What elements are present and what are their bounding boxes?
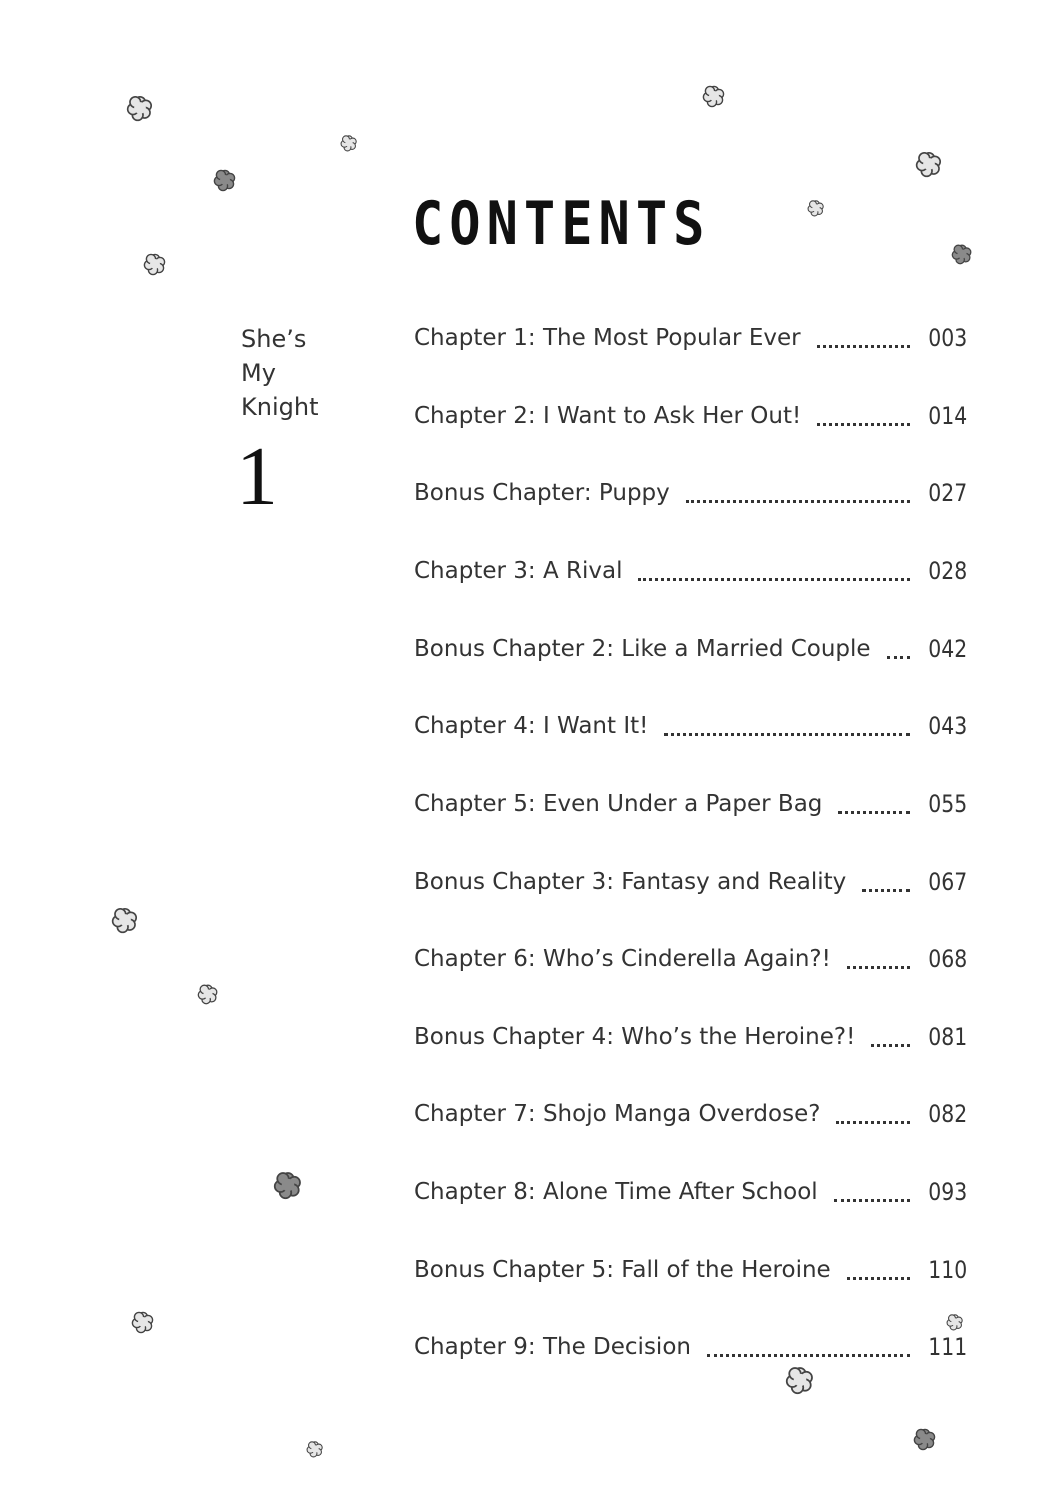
dot-leader [871, 1042, 910, 1047]
toc-entry[interactable] [414, 627, 968, 671]
toc-entry-title: Chapter 3: A Rival [414, 558, 623, 584]
series-title-line: My [241, 359, 276, 387]
popcorn-icon [273, 1170, 303, 1200]
toc-entry-title: Chapter 6: Who’s Cinderella Again?! [414, 946, 831, 972]
toc-entry-page: 067 [928, 868, 968, 896]
toc-entry-page: 081 [928, 1023, 968, 1051]
toc-entry-title: Chapter 7: Shojo Manga Overdose? [414, 1101, 821, 1127]
popcorn-icon [946, 1313, 964, 1331]
dot-leader [817, 421, 910, 426]
toc-entry-page: 042 [928, 635, 968, 663]
toc-entry[interactable] [414, 1248, 968, 1292]
toc-entry-title: Chapter 1: The Most Popular Ever [414, 325, 801, 351]
toc-entry-page: 043 [928, 712, 968, 740]
toc-entry[interactable] [414, 1015, 968, 1059]
dot-leader [664, 731, 910, 736]
dot-leader [847, 1275, 910, 1280]
toc-entry-title: Chapter 8: Alone Time After School [414, 1179, 818, 1205]
toc-entry[interactable] [414, 471, 968, 515]
volume-number: 1 [236, 430, 278, 523]
toc-entry-title: Bonus Chapter 5: Fall of the Heroine [414, 1257, 831, 1283]
popcorn-icon [111, 906, 139, 934]
toc-entry[interactable] [414, 937, 968, 981]
toc-entry-title: Bonus Chapter 2: Like a Married Couple [414, 636, 871, 662]
dot-leader [686, 498, 910, 503]
popcorn-icon [785, 1365, 815, 1395]
toc-entry-title: Chapter 4: I Want It! [414, 713, 649, 739]
toc-entry-page: 014 [928, 402, 968, 430]
dot-leader [817, 343, 910, 348]
dot-leader [836, 1119, 910, 1124]
dot-leader [838, 809, 910, 814]
toc-entry-title: Chapter 2: I Want to Ask Her Out! [414, 403, 802, 429]
dot-leader [707, 1352, 910, 1357]
toc-entry-page: 093 [928, 1178, 968, 1206]
series-title-line: Knight [241, 393, 319, 421]
toc-entry[interactable] [414, 394, 968, 438]
popcorn-icon [131, 1310, 155, 1334]
series-title-line: She’s [241, 325, 307, 353]
dot-leader [834, 1197, 910, 1202]
popcorn-icon [143, 252, 167, 276]
dot-leader [887, 654, 910, 659]
series-title [241, 322, 318, 424]
toc-entry[interactable] [414, 1170, 968, 1214]
dot-leader [862, 887, 910, 892]
toc-entry-page: 110 [928, 1256, 968, 1284]
dot-leader [638, 576, 910, 581]
toc-entry-page: 082 [928, 1100, 968, 1128]
popcorn-icon [915, 150, 943, 178]
toc-entry[interactable] [414, 316, 968, 360]
toc-entry-page: 111 [928, 1333, 968, 1361]
toc-entry-page: 003 [928, 324, 968, 352]
page-title: CONTENTS [412, 190, 711, 259]
toc-entry-page: 068 [928, 945, 968, 973]
popcorn-icon [126, 94, 154, 122]
popcorn-icon [807, 199, 825, 217]
toc-entry-page: 028 [928, 557, 968, 585]
popcorn-icon [340, 134, 358, 152]
toc-entry[interactable] [414, 1325, 968, 1369]
toc-entry-title: Bonus Chapter 3: Fantasy and Reality [414, 869, 847, 895]
toc-entry-page: 055 [928, 790, 968, 818]
toc-entry-title: Bonus Chapter 4: Who’s the Heroine?! [414, 1024, 856, 1050]
popcorn-icon [951, 243, 973, 265]
toc-entry[interactable] [414, 549, 968, 593]
toc-entry-title: Bonus Chapter: Puppy [414, 480, 670, 506]
popcorn-icon [213, 168, 237, 192]
toc-entry[interactable] [414, 1092, 968, 1136]
popcorn-icon [197, 983, 219, 1005]
popcorn-icon [306, 1440, 324, 1458]
popcorn-icon [702, 84, 726, 108]
toc-entry[interactable] [414, 782, 968, 826]
toc-entry-title: Chapter 5: Even Under a Paper Bag [414, 791, 823, 817]
popcorn-icon [913, 1427, 937, 1451]
dot-leader [847, 964, 910, 969]
toc-entry-title: Chapter 9: The Decision [414, 1334, 691, 1360]
toc-entry-page: 027 [928, 479, 968, 507]
toc-entry[interactable] [414, 704, 968, 748]
toc-entry[interactable] [414, 860, 968, 904]
